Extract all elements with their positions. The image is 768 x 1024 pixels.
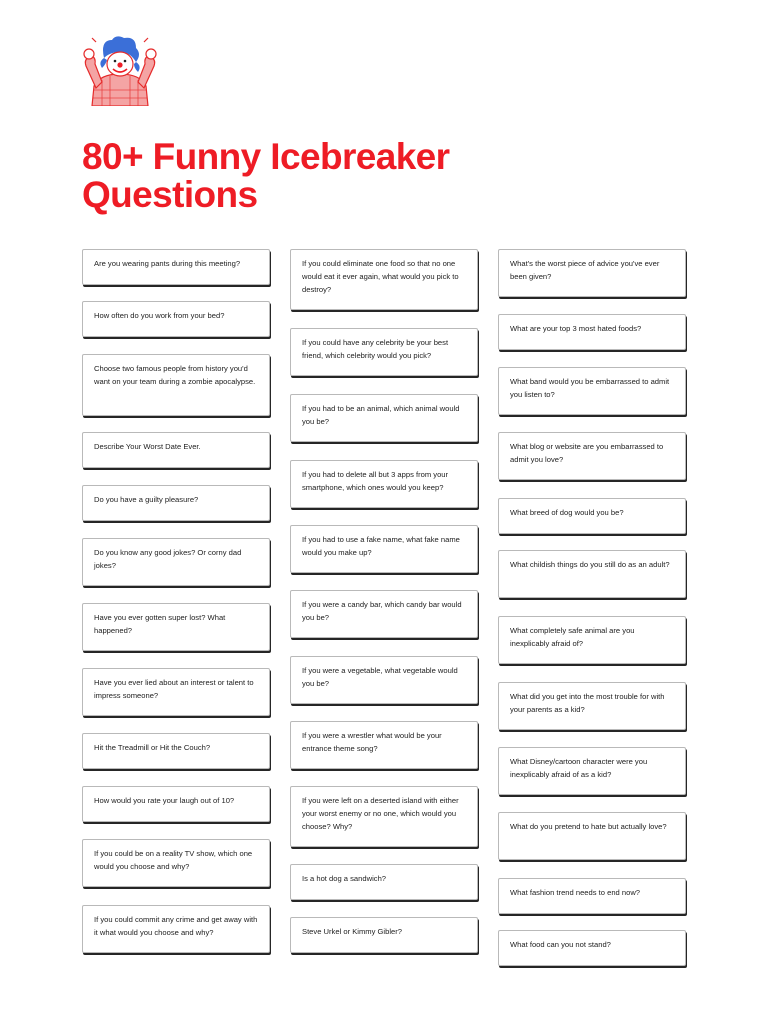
question-text: If you were left on a deserted island with either your worst enemy or no one, which would you choose? Why?: [302, 796, 459, 831]
question-card: [290, 249, 478, 310]
question-card: [290, 917, 478, 953]
question-card: [290, 525, 478, 573]
cheering-clown-icon: [80, 34, 160, 106]
question-card: [290, 590, 478, 638]
question-card: [82, 603, 270, 651]
question-text: What Disney/cartoon character were you inexplicably afraid of as a kid?: [510, 757, 648, 779]
title-line-1: 80+ Funny Icebreaker: [82, 136, 450, 177]
question-text: Do you know any good jokes? Or corny dad jokes?: [94, 548, 242, 570]
question-text: What did you get into the most trouble for with your parents as a kid?: [510, 692, 665, 714]
question-card: [498, 682, 686, 730]
question-text: If you could commit any crime and get away with it what would you choose and why?: [94, 915, 258, 937]
question-text: What band would you be embarrassed to admit you listen to?: [510, 377, 670, 399]
question-text: What's the worst piece of advice you've ever been given?: [510, 259, 660, 281]
question-text: If you were a wrestler what would be your entrance theme song?: [302, 731, 442, 753]
page-title: [82, 138, 602, 214]
question-text: What childish things do you still do as an adult?: [510, 560, 670, 569]
question-text: Have you ever gotten super lost? What happened?: [94, 613, 226, 635]
question-text: If you had to delete all but 3 apps from your smartphone, which ones would you keep?: [302, 470, 449, 492]
question-card: [498, 249, 686, 297]
question-card: [290, 864, 478, 900]
question-text: How would you rate your laugh out of 10?: [94, 796, 235, 805]
question-text: If you could be on a reality TV show, which one would you choose and why?: [94, 849, 253, 871]
question-card: [82, 485, 270, 521]
question-card: [498, 550, 686, 598]
question-card: [82, 249, 270, 285]
question-text: Is a hot dog a sandwich?: [302, 874, 387, 883]
question-card: [290, 786, 478, 847]
title-line-2: Questions: [82, 174, 258, 215]
question-text: Hit the Treadmill or Hit the Couch?: [94, 743, 211, 752]
question-card: [498, 498, 686, 534]
question-text: What are your top 3 most hated foods?: [510, 324, 642, 333]
question-card: [82, 839, 270, 887]
question-text: If you had to use a fake name, what fake name would you make up?: [302, 535, 460, 557]
question-text: If you were a vegetable, what vegetable would you be?: [302, 666, 458, 688]
question-card: [498, 432, 686, 480]
question-text: Do you have a guilty pleasure?: [94, 495, 199, 504]
question-card: [498, 930, 686, 966]
question-card: [82, 733, 270, 769]
question-text: Are you wearing pants during this meeting?: [94, 259, 241, 268]
question-card: [82, 301, 270, 337]
question-text: If you could eliminate one food so that no one would eat it ever again, what would you pick to destroy?: [302, 259, 459, 294]
question-card: [498, 367, 686, 415]
question-card: [498, 878, 686, 914]
question-text: If you were a candy bar, which candy bar would you be?: [302, 600, 462, 622]
question-text: How often do you work from your bed?: [94, 311, 225, 320]
question-card: [498, 747, 686, 795]
question-card: [82, 354, 270, 416]
question-text: What breed of dog would you be?: [510, 508, 624, 517]
question-text: What blog or website are you embarrassed to admit you love?: [510, 442, 664, 464]
question-text: What fashion trend needs to end now?: [510, 888, 641, 897]
question-text: Have you ever lied about an interest or talent to impress someone?: [94, 678, 254, 700]
question-card: [498, 616, 686, 664]
question-text: What do you pretend to hate but actually love?: [510, 822, 667, 831]
question-card: [82, 668, 270, 716]
question-text: Choose two famous people from history you'd want on your team during a zombie apocalypse.: [94, 364, 256, 386]
question-text: Describe Your Worst Date Ever.: [94, 442, 201, 451]
question-card: [290, 328, 478, 376]
question-card: [82, 538, 270, 586]
question-text: What food can you not stand?: [510, 940, 611, 949]
question-text: Steve Urkel or Kimmy Gibler?: [302, 927, 403, 936]
question-card: [290, 394, 478, 442]
question-card: [290, 460, 478, 508]
question-text: If you could have any celebrity be your best friend, which celebrity would you pick?: [302, 338, 449, 360]
question-card: [82, 432, 270, 468]
question-card: [82, 905, 270, 953]
question-card: [290, 656, 478, 704]
question-text: What completely safe animal are you inexplicably afraid of?: [510, 626, 635, 648]
question-card: [498, 812, 686, 860]
question-text: If you had to be an animal, which animal would you be?: [302, 404, 460, 426]
question-card: [82, 786, 270, 822]
question-card: [498, 314, 686, 350]
question-card: [290, 721, 478, 769]
